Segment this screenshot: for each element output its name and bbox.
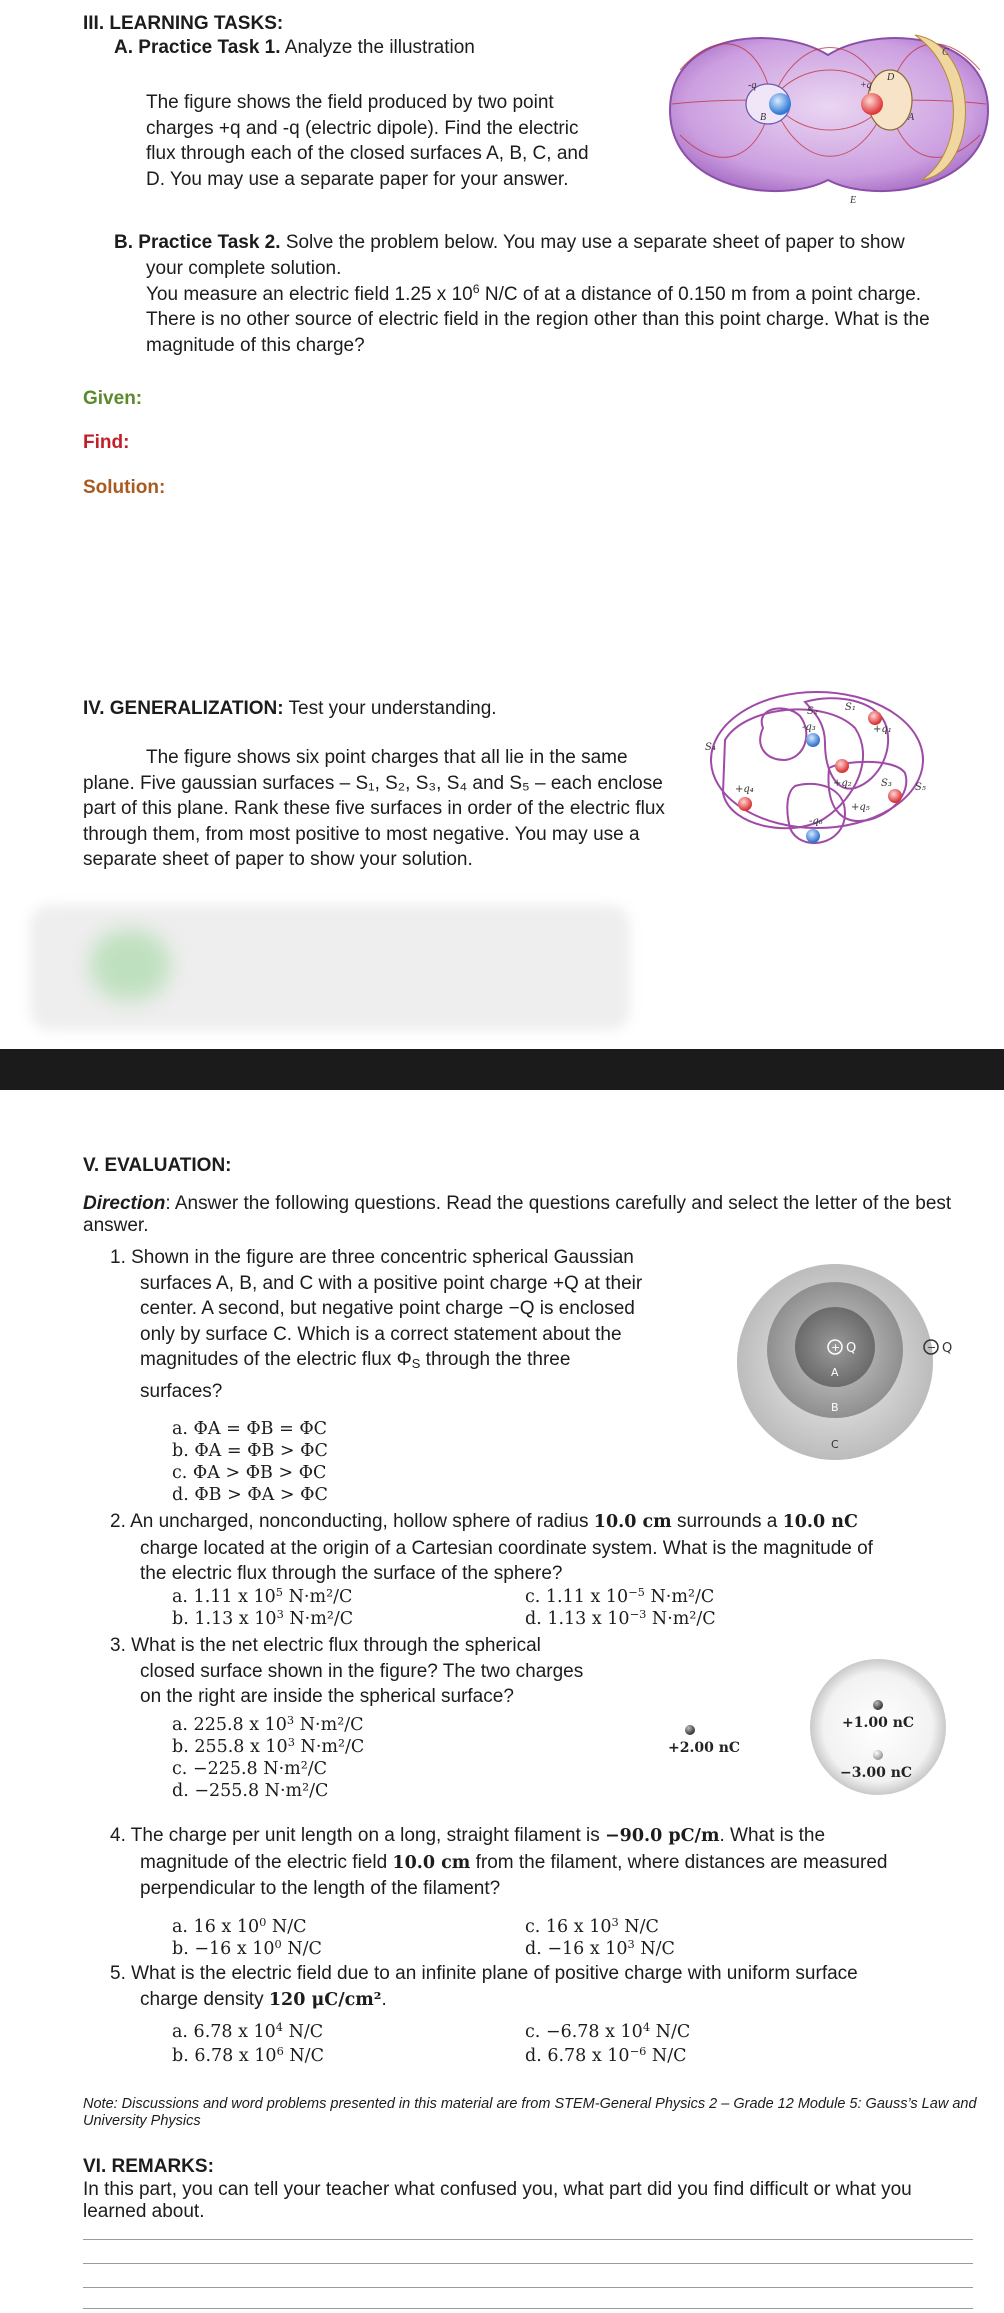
q3-option-b[interactable]: b. 255.8 x $10^3$ N·m²/C: [172, 1734, 365, 1757]
section3-heading: III. LEARNING TASKS:: [83, 13, 284, 34]
q4-option-d[interactable]: d. −16 x $10^3$ N/C: [525, 1936, 675, 1959]
label-q5: +q₅: [851, 802, 870, 813]
remarks-answer-line[interactable]: [83, 2239, 973, 2240]
find-label: Find:: [83, 432, 130, 453]
given-label: Given:: [83, 388, 143, 409]
q5-option-c[interactable]: c. −6.78 x $10^4$ N/C: [525, 2019, 691, 2042]
task-b-line: magnitude of this charge?: [146, 334, 365, 356]
task-b-text: [146, 256, 930, 358]
q1-options[interactable]: [172, 1418, 328, 1506]
label-c: C: [942, 47, 949, 58]
q2-option-a[interactable]: a. 1.11 x $10^5$ N·m²/C: [172, 1584, 353, 1607]
section4-heading: IV. GENERALIZATION: Test your understanding.: [83, 698, 497, 719]
q3-line: on the right are inside the spherical surface?: [140, 1686, 514, 1707]
q1-option-c[interactable]: c. ΦA > ΦB > ΦC: [172, 1463, 327, 1483]
question-1: [110, 1245, 642, 1373]
question-3: [110, 1633, 583, 1710]
q2-option-b[interactable]: b. 1.13 x $10^3$ N·m²/C: [172, 1606, 354, 1629]
solution-label: Solution:: [83, 477, 166, 498]
task-b-line: your complete solution.: [146, 258, 342, 279]
task-a-heading: [114, 35, 475, 61]
label-s3: S₃: [881, 778, 892, 789]
task-a-text: [146, 90, 589, 192]
charge-plus-1-label: +1.00 nC: [842, 1715, 915, 1731]
svg-text:+: +: [831, 1341, 841, 1354]
q3-line: 3. What is the net electric flux through the spherical: [110, 1635, 541, 1656]
label-s1: S₁: [845, 702, 856, 713]
q5-option-b[interactable]: b. 6.78 x $10^6$ N/C: [172, 2043, 324, 2066]
charge-plus-2-label: +2.00 nC: [668, 1740, 741, 1756]
q4-option-a[interactable]: a. 16 x $10^0$ N/C: [172, 1914, 307, 1937]
task-b-first-line: Solve the problem below. You may use a separate sheet of paper to show: [285, 232, 905, 253]
question-2: [110, 1509, 990, 1587]
q5-option-a[interactable]: a. 6.78 x $10^4$ N/C: [172, 2019, 324, 2042]
task-a-title: Analyze the illustration: [284, 37, 475, 58]
q3-option-a[interactable]: a. 225.8 x $10^3$ N·m²/C: [172, 1712, 364, 1735]
task-a-line: The figure shows the field produced by two point: [146, 92, 554, 113]
q4-line: 4. The charge per unit length on a long, straight filament is −90.0 pC/m. What is the: [110, 1825, 826, 1846]
q1-option-d[interactable]: d. ΦB > ΦA > ΦC: [172, 1485, 328, 1505]
q5-option-d[interactable]: d. 6.78 x $10^{-6}$ N/C: [525, 2043, 687, 2066]
label-q1: +q₁: [873, 724, 892, 735]
positive-charge: [861, 93, 883, 115]
q2-line: the electric flux through the surface of the sphere?: [140, 1563, 563, 1584]
task-b-line: You measure an electric field 1.25 x $10^6$ N/C of at a distance of 0.150 m from a point charge.: [146, 281, 922, 305]
source-note: Note: Discussions and word problems presented in this material are from STEM-General Physics 2 – Grade 12 Module 5: Gauss’s Law and University Physics: [83, 2096, 977, 2129]
section6-text: In this part, you can tell your teacher what confused you, what part did you find difficult or what you learned about.: [83, 2179, 912, 2222]
direction: Direction: Answer the following questions. Read the questions carefully and select the letter of the best answer.: [83, 1193, 952, 1236]
label-b: B: [760, 112, 767, 123]
label-pos-q: +q: [860, 80, 872, 91]
q3-option-d[interactable]: d. −255.8 N·m²/C: [172, 1781, 329, 1801]
sphere-b-label: B: [831, 1401, 839, 1414]
q1-line: 1. Shown in the figure are three concentric spherical Gaussian: [110, 1247, 634, 1268]
q5-line: 5. What is the electric field due to an infinite plane of positive charge with uniform surface: [110, 1963, 858, 1984]
remarks-answer-line[interactable]: [83, 2287, 973, 2288]
task-a-line: charges +q and -q (electric dipole). Find the electric: [146, 117, 579, 139]
q4-line: magnitude of the electric field 10.0 cm from the filament, where distances are measured: [140, 1851, 888, 1873]
q1-option-a[interactable]: a. ΦA = ΦB = ΦC: [172, 1419, 328, 1439]
section4-line: part of this plane. Rank these five surfaces in order of the electric flux: [83, 798, 665, 819]
q3-line: closed surface shown in the figure? The two charges: [140, 1660, 584, 1682]
blurred-highlight: [90, 930, 170, 1000]
task-b-label: B. Practice Task 2.: [114, 232, 281, 253]
label-s4: S₄: [705, 742, 716, 753]
label-q6: -q₆: [809, 816, 823, 827]
section4-line: plane. Five gaussian surfaces – S₁, S₂, S₃, S₄ and S₅ – each enclose: [83, 772, 663, 794]
section6-heading: VI. REMARKS:: [83, 2156, 214, 2177]
q2-option-d[interactable]: d. 1.13 x $10^{-3}$ N·m²/C: [525, 1606, 716, 1629]
q2-line: charge located at the origin of a Cartesian coordinate system. What is the magnitude of: [140, 1537, 873, 1559]
label-neg-q: -q: [748, 80, 757, 91]
question-4: [110, 1823, 990, 1902]
task-b-line: There is no other source of electric field in the region other than this point charge. What is the: [146, 309, 930, 330]
q1-line: magnitudes of the electric flux $\Phi_S$ through the three: [140, 1349, 571, 1372]
section5-heading: V. EVALUATION:: [83, 1155, 232, 1176]
task-a-line: flux through each of the closed surfaces A, B, C, and: [146, 143, 589, 164]
label-s2: S₂: [807, 706, 818, 717]
section4-line: separate sheet of paper to show your solution.: [83, 849, 473, 870]
label-e: E: [850, 195, 857, 206]
section4-line: The figure shows six point charges that all lie in the same: [146, 747, 628, 768]
concentric-spheres-figure: [735, 1262, 965, 1462]
center-charge-label: Q: [846, 1341, 857, 1356]
q3-options[interactable]: [172, 1714, 364, 1802]
q1-line: surfaces A, B, and C with a positive point charge +Q at their: [140, 1272, 643, 1294]
task-b-heading: [114, 230, 905, 256]
remarks-answer-line[interactable]: [83, 2263, 973, 2264]
svg-text:−: −: [927, 1341, 937, 1354]
task-a-line: D. You may use a separate paper for your answer.: [146, 168, 569, 190]
sphere-c-label: C: [831, 1438, 839, 1451]
dipole-field-figure: [660, 0, 996, 222]
question-5: [110, 1961, 990, 2013]
q4-line: perpendicular to the length of the filament?: [140, 1878, 501, 1899]
label-a: A: [908, 112, 915, 123]
spherical-surface-figure: [660, 1655, 960, 1805]
q2-option-c[interactable]: c. 1.11 x $10^{-5}$ N·m²/C: [525, 1584, 715, 1607]
label-q4: +q₄: [735, 784, 754, 795]
q1-option-b[interactable]: b. ΦA = ΦB > ΦC: [172, 1441, 328, 1461]
label-d: D: [887, 72, 895, 83]
q1-line: only by surface C. Which is a correct statement about the: [140, 1323, 622, 1345]
q5-line: charge density 120 μC/cm².: [140, 1988, 387, 2010]
task-a-label: A. Practice Task 1.: [114, 37, 281, 58]
q4-option-b[interactable]: b. −16 x $10^0$ N/C: [172, 1936, 322, 1959]
q1-line: center. A second, but negative point charge −Q is enclosed: [140, 1298, 635, 1319]
label-q2: +q₂: [833, 778, 852, 789]
sphere-a-label: A: [831, 1366, 839, 1379]
gaussian-surfaces-figure: [705, 688, 945, 858]
charge-minus-3-label: −3.00 nC: [840, 1765, 913, 1781]
q1-line: surfaces?: [140, 1381, 223, 1402]
label-s5: S₅: [915, 782, 926, 793]
q2-line: 2. An uncharged, nonconducting, hollow sphere of radius 10.0 cm surrounds a 10.0 nC: [110, 1511, 858, 1532]
section4-text: [83, 745, 665, 873]
q4-option-c[interactable]: c. 16 x $10^3$ N/C: [525, 1914, 659, 1937]
section4-line: through them, from most positive to most negative. You may use a: [83, 823, 640, 845]
label-q3: -q₃: [802, 722, 816, 733]
q3-option-c[interactable]: c. −225.8 N·m²/C: [172, 1759, 328, 1779]
negative-charge: [769, 93, 791, 115]
outer-charge-label: Q: [942, 1341, 953, 1356]
dark-separator-bar: [0, 1049, 1004, 1090]
remarks-answer-line[interactable]: [83, 2308, 973, 2309]
